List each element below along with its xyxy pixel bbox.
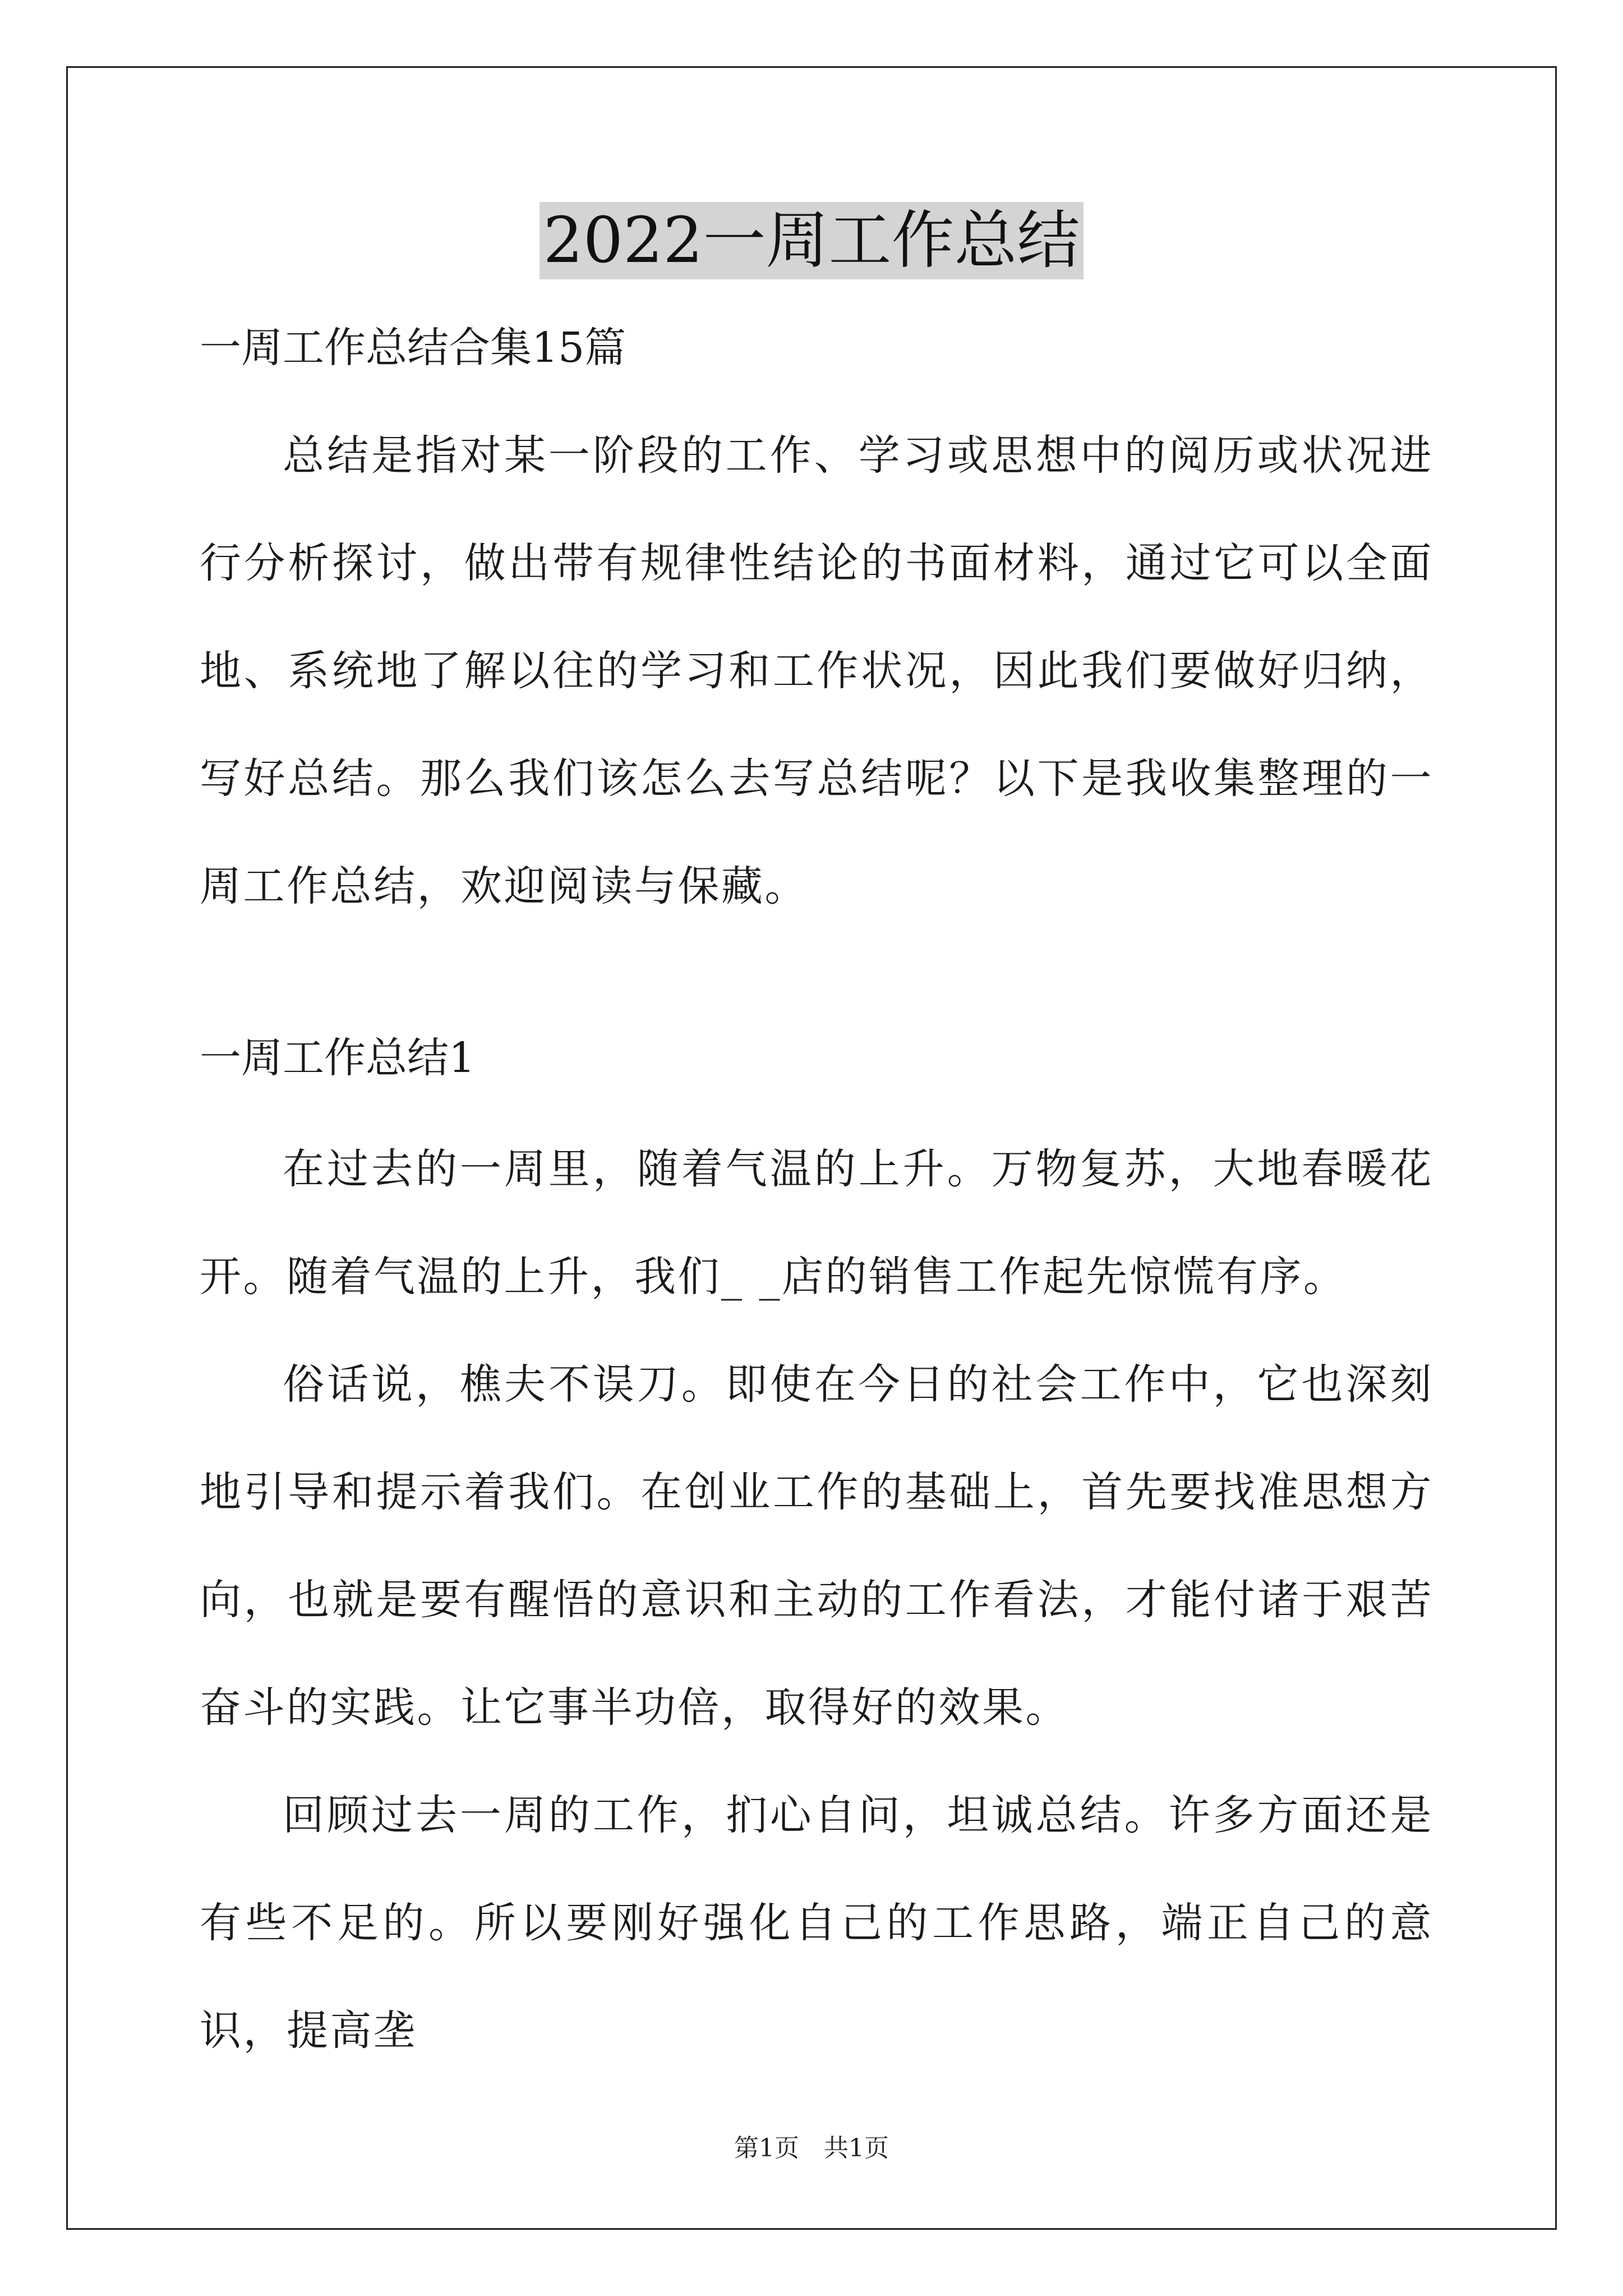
section-1-paragraph-1: 在过去的一周里，随着气温的上升。万物复苏，大地春暖花开。随着气温的上升，我们_ _店的销售工作起先惊慌有序。 [200,1145,1433,1301]
section-1-paragraph-3: 回顾过去一周的工作，扪心自问，坦诚总结。许多方面还是有些不足的。所以要刚好强化自己的工作思路，端正自己的意识，提高垄 [200,1791,1433,2055]
section-1-heading: 一周工作总结1 [200,1034,476,1082]
page-footer [0,2132,1623,2165]
document-subtitle: 一周工作总结合集15篇 [200,324,626,372]
spacer [200,1092,1433,1115]
spacer [200,381,1433,402]
section-gap [200,940,1433,1024]
document-body [200,314,1433,2085]
document-title: 2022一周工作总结 [540,202,1083,279]
page-number-current: 第1页 [734,2134,799,2162]
section-1-paragraph-2: 俗话说，樵夫不误刀。即使在今日的社会工作中，它也深刻地引导和提示着我们。在创业工作的基础上，首先要找准思想方向，也就是要有醒悟的意识和主动的工作看法，才能付诸于艰苦奋斗的实践。让它事半功倍，取得好的效果。 [200,1360,1433,1732]
intro-paragraph: 总结是指对某一阶段的工作、学习或思想中的阅历或状况进行分析探讨，做出带有规律性结论的书面材料，通过它可以全面地、系统地了解以往的学习和工作状况，因此我们要做好归纳，写好总结。那么我们该怎么去写总结呢？以下是我收集整理的一周工作总结，欢迎阅读与保藏。 [200,431,1433,910]
title-wrap [0,202,1623,279]
page-number-total: 共1页 [824,2134,889,2162]
